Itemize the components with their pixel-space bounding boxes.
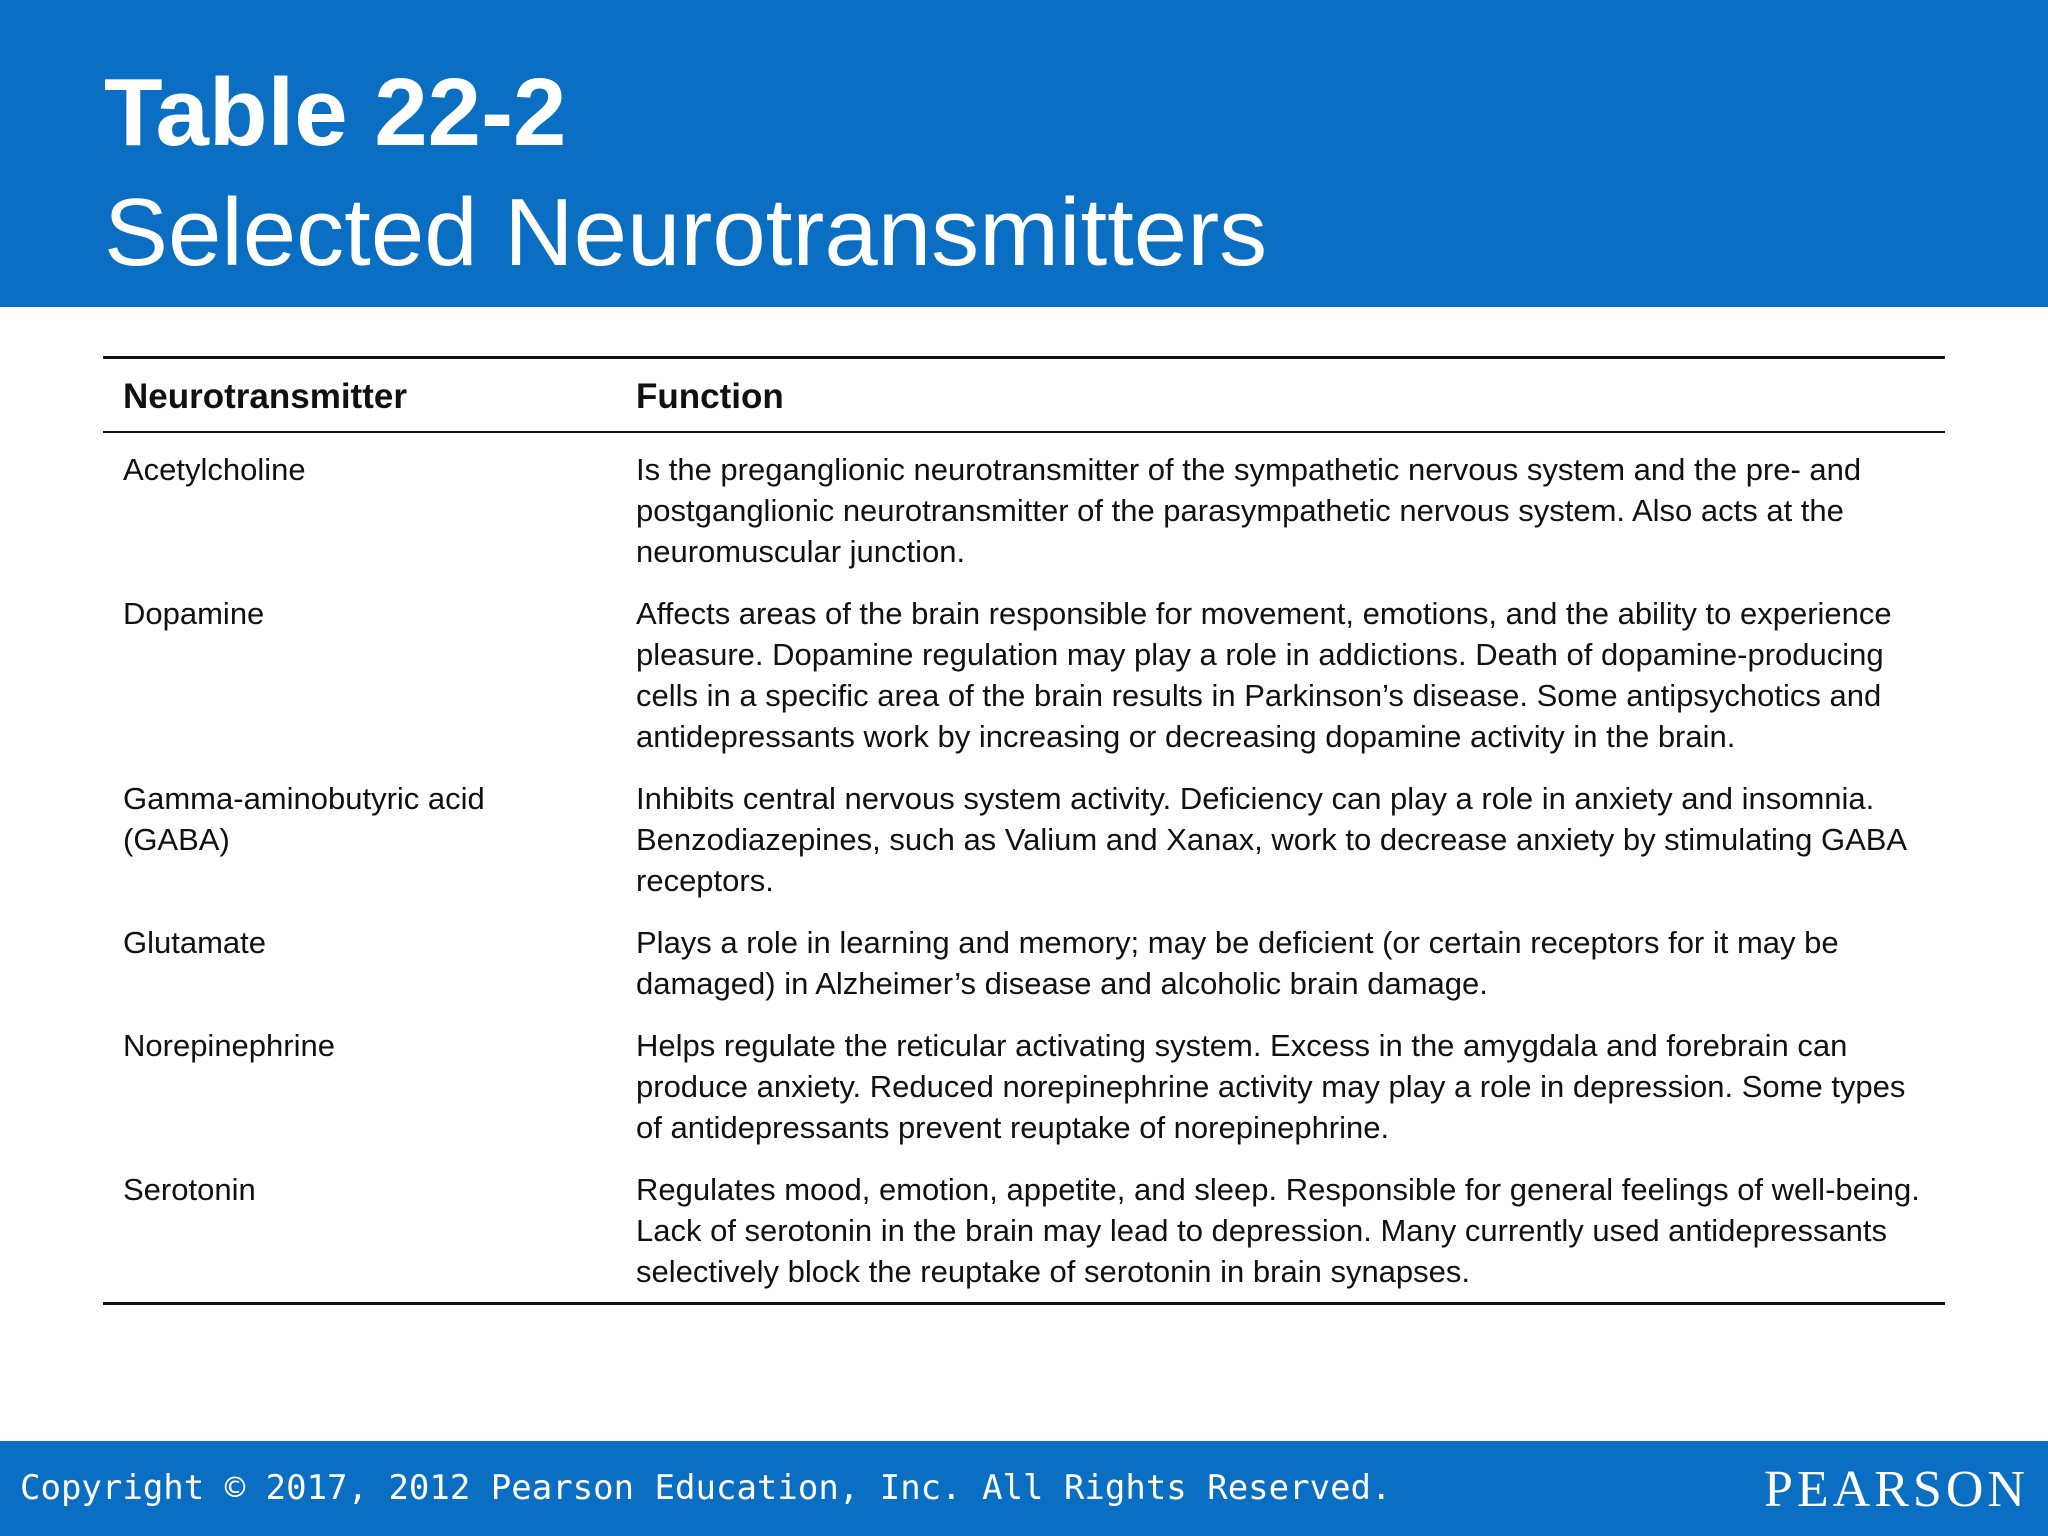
neurotransmitter-name: Acetylcholine: [123, 452, 306, 487]
table-row: [103, 593, 1945, 778]
neurotransmitter-function: Helps regulate the reticular activating system. Excess in the amygdala and forebrain can produce anxiety. Reduced norepinephrine activity may play a role in depression. Some types of antidepressants prevent reuptake of norepinephrine.: [636, 1028, 1906, 1145]
pearson-logo: PEARSON: [1764, 1461, 2029, 1518]
table-number: Table 22-2: [104, 59, 567, 166]
neurotransmitter-name: Dopamine: [123, 596, 265, 631]
neurotransmitter-name: Glutamate: [123, 925, 267, 960]
table-title: Selected Neurotransmitters: [104, 179, 1268, 286]
copyright-notice: Copyright © 2017, 2012 Pearson Education, Inc. All Rights Reserved.: [20, 1468, 1392, 1508]
neurotransmitter-name: Serotonin: [123, 1172, 256, 1207]
neurotransmitter-function: Inhibits central nervous system activity. Deficiency can play a role in anxiety and insomnia. Benzodiazepines, such as Valium and Xanax, work to decrease anxiety by stimulating GABA receptors.: [636, 781, 1906, 898]
neurotransmitter-function: Is the preganglionic neurotransmitter of the sympathetic nervous system and the pre- and postganglionic neurotransmitter of the parasympathetic nervous system. Also acts at the neuromuscular junction.: [636, 452, 1862, 569]
column-header-neurotransmitter: Neurotransmitter: [123, 377, 407, 416]
table-row: [103, 922, 1945, 1025]
table-header-row: [103, 358, 1945, 433]
neurotransmitter-function: Regulates mood, emotion, appetite, and sleep. Responsible for general feelings of well-being. Lack of serotonin in the brain may lead to depression. Many currently used antidepressants selectively block the reuptake of serotonin in brain synapses.: [636, 1172, 1920, 1289]
table-row: [103, 778, 1945, 922]
table-row: [103, 1025, 1945, 1169]
neurotransmitter-function: Plays a role in learning and memory; may be deficient (or certain receptors for it may be damaged) in Alzheimer’s disease and alcoholic brain damage.: [636, 925, 1839, 1001]
column-header-function: Function: [636, 377, 784, 416]
neurotransmitter-name: Gamma-aminobutyric acid (GABA): [123, 781, 485, 857]
neurotransmitter-table: [103, 356, 1945, 1305]
neurotransmitter-function: Affects areas of the brain responsible for movement, emotions, and the ability to experience pleasure. Dopamine regulation may play a role in addictions. Death of dopamine-producing cells in a specific area of the brain results in Parkinson’s disease. Some antipsychotics and antidepressants work by increasing or decreasing dopamine activity in the brain.: [636, 596, 1892, 754]
table-row: [103, 432, 1945, 593]
neurotransmitter-name: Norepinephrine: [123, 1028, 335, 1063]
table-row: [103, 1169, 1945, 1304]
